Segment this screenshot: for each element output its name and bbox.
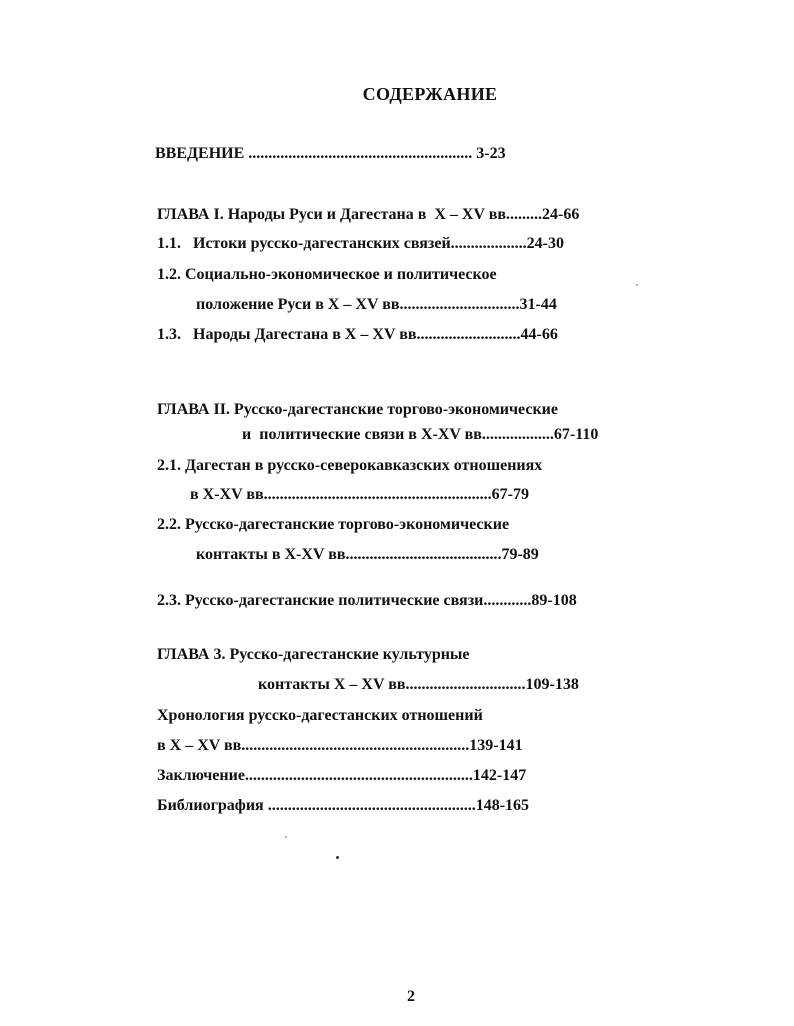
toc-entry-chapter-2-cont: и политические связи в X-XV вв..................67-110 <box>242 426 599 443</box>
toc-entry-chapter-1: ГЛАВА I. Народы Руси и Дагестана в X – XV вв.........24-66 <box>157 206 580 223</box>
scan-speck <box>636 284 638 286</box>
toc-entry-section-1-1: 1.1. Истоки русско-дагестанских связей...................24-30 <box>157 235 564 252</box>
scan-speck <box>336 856 339 859</box>
toc-entry-bibliography: Библиография ....................................................148-165 <box>157 797 530 814</box>
toc-entry-section-2-2-cont: контакты в X-XV вв.......................................79-89 <box>196 546 539 563</box>
toc-entry-chapter-3: ГЛАВА 3. Русско-дагестанские культурные <box>157 646 470 663</box>
toc-entry-chapter-3-cont: контакты X – XV вв..............................109-138 <box>258 676 579 693</box>
toc-entry-section-2-1-cont: в X-XV вв.........................................................67-79 <box>190 486 529 503</box>
toc-entry-chronology: Хронология русско-дагестанских отношений <box>157 707 483 724</box>
toc-entry-section-2-3: 2.3. Русско-дагестанские политические связи............89-108 <box>157 592 577 609</box>
toc-entry-section-1-3: 1.3. Народы Дагестана в X – XV вв..........................44-66 <box>157 326 558 343</box>
page-number: 2 <box>407 988 415 1005</box>
toc-entry-section-1-2: 1.2. Социально-экономическое и политическое <box>157 266 497 283</box>
toc-entry-section-2-1: 2.1. Дагестан в русско-северокавказских отношениях <box>157 457 543 474</box>
toc-entry-chapter-2: ГЛАВА II. Русско-дагестанские торгово-экономические <box>157 401 558 418</box>
toc-entry-conclusion: Заключение.........................................................142-147 <box>157 767 527 784</box>
scan-speck <box>285 836 287 838</box>
toc-entry-chronology-cont: в X – XV вв.........................................................139-141 <box>157 737 523 754</box>
toc-entry-section-1-2-cont: положение Руси в X – XV вв..............................31-44 <box>196 296 557 313</box>
toc-entry-introduction: ВВЕДЕНИЕ ........................................................ 3-23 <box>155 145 506 162</box>
toc-title: СОДЕРЖАНИЕ <box>362 84 498 104</box>
toc-entry-section-2-2: 2.2. Русско-дагестанские торгово-экономические <box>157 516 510 533</box>
